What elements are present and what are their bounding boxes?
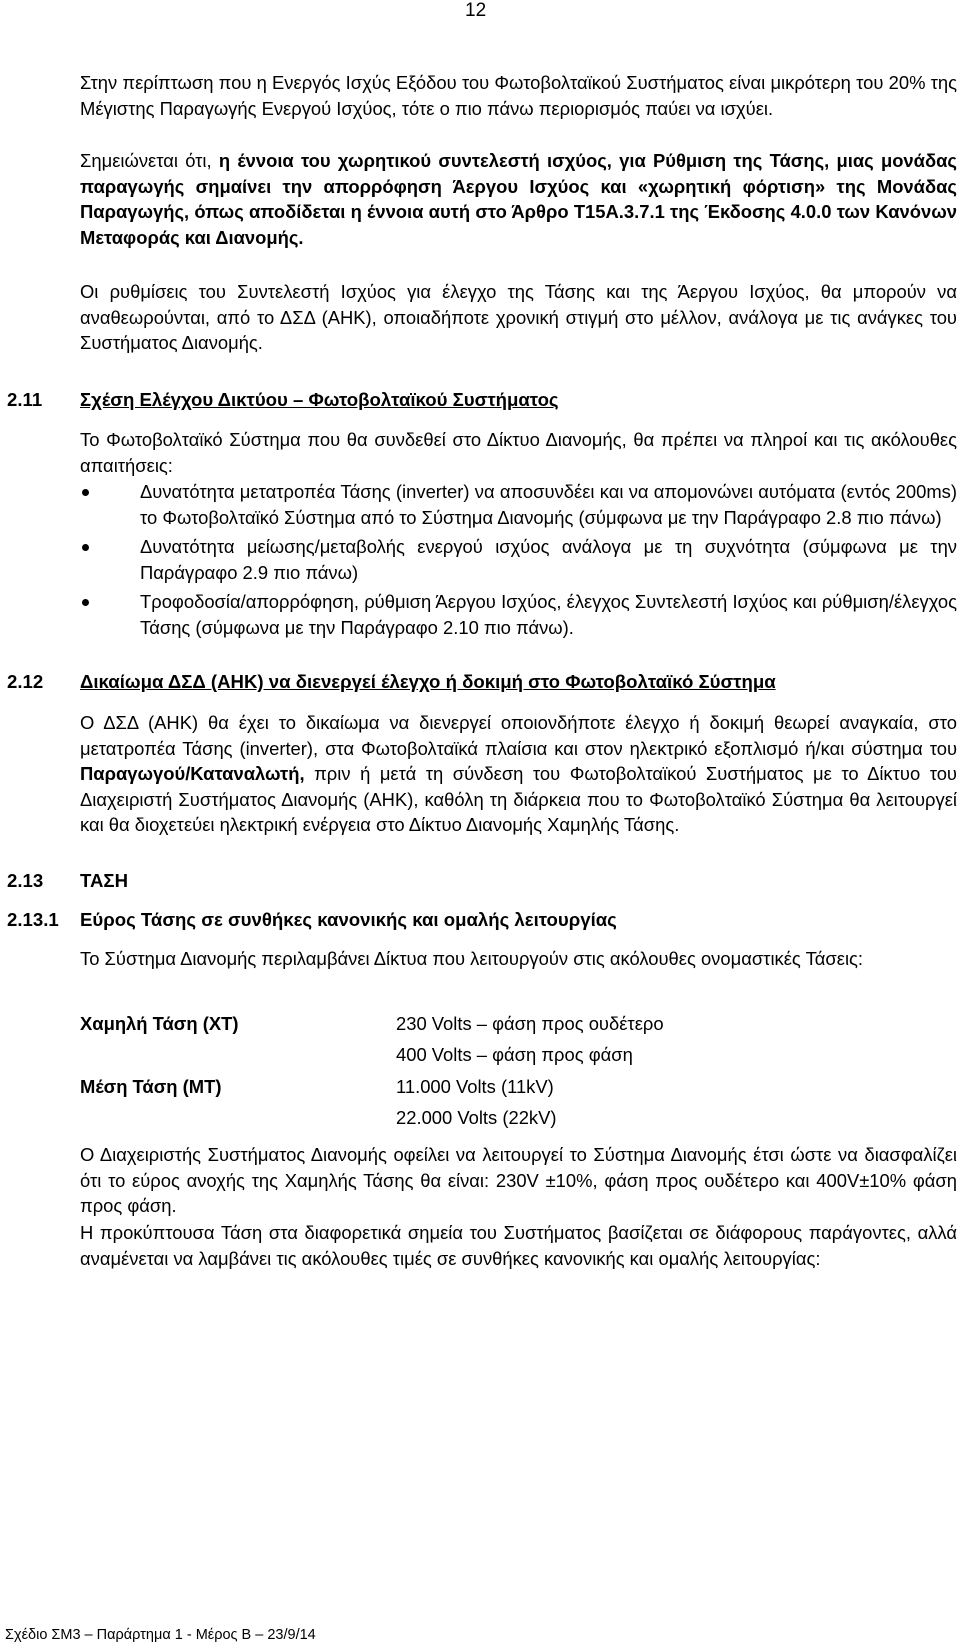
list-item: Δυνατότητα μετατροπέα Τάσης (inverter) να αποσυνδέει και να απομονώνει αυτόματα (εντός 200ms) το Φωτοβολταϊκό Σύστημα από το Σύστημα Διανομής (σύμφωνα με την Παράγραφο 2.8 πιο πάνω) (80, 479, 957, 530)
producer-consumer-bold: Παραγωγού/Καταναλωτή, (80, 763, 305, 784)
voltage-row (80, 1011, 664, 1036)
paragraph-voltage-tolerance: Ο Διαχειριστής Συστήματος Διανομής οφείλει να λειτουργεί το Σύστημα Διανομής έτσι ώστε να διασφαλίζει ότι το εύρος ανοχής της Χαμηλής Τάσης θα είναι: 230V ±10%, φάση προς ουδέτερο και 400V±10% φάση προς φάση. (80, 1144, 957, 1216)
section-number: 2.12 (7, 671, 44, 692)
voltage-value: 230 Volts – φάση προς ουδέτερο (396, 1013, 664, 1034)
paragraph-resulting-voltage: Η προκύπτουσα Τάση στα διαφορετικά σημεία του Συστήματος βασίζεται σε διάφορους παράγοντες, αλλά αναμένεται να λαμβάνει τις ακόλουθες τιμές σε συνθήκες κανονικής και ομαλής λειτουργίας: (80, 1222, 957, 1269)
voltage-value: 400 Volts – φάση προς φάση (396, 1044, 633, 1065)
section-heading-2-13 (7, 870, 128, 892)
section-title: Σχέση Ελέγχου Δικτύου – Φωτοβολταϊκού Συστήματος (80, 389, 559, 410)
section-number: 2.13.1 (7, 909, 59, 930)
section-title: Εύρος Τάσης σε συνθήκες κανονικής και ομαλής λειτουργίας (80, 909, 617, 930)
page-footer: Σχέδιο ΣΜ3 – Παράρτημα 1 - Μέρος Β – 23/9/14 (5, 1627, 316, 1643)
list-item: Τροφοδοσία/απορρόφηση, ρύθμιση Άεργου Ισχύος, έλεγχος Συντελεστή Ισχύος και ρύθμιση/έλεγχος Τάσης (σύμφωνα με την Παράγραφο 2.10 πιο πάνω). (80, 589, 957, 640)
bullet-icon (82, 544, 89, 551)
section-number: 2.11 (7, 389, 43, 410)
section-2-13-1-intro: Το Σύστημα Διανομής περιλαμβάνει Δίκτυα που λειτουργούν στις ακόλουθες ονομαστικές Τάσεις: (80, 948, 864, 969)
requirements-list (80, 479, 957, 644)
section-title: ΤΑΣΗ (80, 870, 128, 891)
voltage-value: 11.000 Volts (11kV) (396, 1076, 554, 1097)
bullet-icon (82, 489, 89, 496)
section-heading-2-13-1 (7, 909, 617, 931)
section-2-12-body: Ο ΔΣΔ (ΑΗΚ) θα έχει το δικαίωμα να διενεργεί οποιονδήποτε έλεγχο ή δοκιμή θεωρεί αναγκαία, στο μετατροπέα Τάσης (inverter), στα Φωτοβολταϊκά πλαίσια και στον ηλεκτρικό εξοπλισμό ή/και σύστημα του Παραγωγού/Καταναλωτή, πριν ή μετά τη σύνδεση του Φωτοβολταϊκού Συστήματος με το Δίκτυο του Διαχειριστή Συστήματος Διανομής (ΑΗΚ), καθόλη τη διάρκεια που το Φωτοβολταϊκό Σύστημα θα λειτουργεί και θα διοχετεύει ηλεκτρική ενέργεια στο Δίκτυο Διανομής Χαμηλής Τάσης. (80, 712, 957, 835)
paragraph-power-factor-settings: Οι ρυθμίσεις του Συντελεστή Ισχύος για έλεγχο της Τάσης και της Άεργου Ισχύος, θα μπορούν να αναθεωρούνται, από το ΔΣΔ (ΑΗΚ), οποιαδήποτε χρονική στιγμή στο μέλλον, ανάλογα με τις ανάγκες του Συστήματος Διανομής. (80, 281, 957, 353)
voltage-level-label: Μέση Τάση (ΜΤ) (80, 1076, 222, 1097)
paragraph-prefix: Σημειώνεται ότι, (80, 150, 219, 171)
section-title: Δικαίωμα ΔΣΔ (ΑΗΚ) να διενεργεί έλεγχο ή δοκιμή στο Φωτοβολταϊκό Σύστημα (80, 671, 776, 692)
paragraph-power-limit: Στην περίπτωση που η Ενεργός Ισχύς Εξόδου του Φωτοβολταϊκού Συστήματος είναι μικρότερη του 20% της Μέγιστης Παραγωγής Ενεργού Ισχύος, τότε ο πιο πάνω περιορισμός παύει να ισχύει. (80, 72, 957, 119)
voltage-level-label: Χαμηλή Τάση (ΧΤ) (80, 1013, 239, 1034)
voltage-value: 22.000 Volts (22kV) (396, 1107, 557, 1128)
page-number: 12 (465, 0, 487, 21)
section-heading-2-12 (7, 671, 776, 693)
paragraph-bold-definition: η έννοια του χωρητικού συντελεστή ισχύος, για Ρύθμιση της Τάσης, μιας μονάδας παραγωγής σημαίνει την απορρόφηση Άεργου Ισχύος και «χωρητική φόρτιση» της Μονάδας Παραγωγής, όπως αποδίδεται η έννοια αυτή στο Άρθρο Τ15Α.3.7.1 της Έκδοσης 4.0.0 των Κανόνων Μεταφοράς και Διανομής. (80, 150, 957, 248)
voltage-row (80, 1042, 633, 1067)
voltage-row (80, 1105, 557, 1130)
section-number: 2.13 (7, 870, 44, 891)
section-heading-2-11 (7, 389, 559, 411)
list-item: Δυνατότητα μείωσης/μεταβολής ενεργού ισχύος ανάλογα με τη συχνότητα (σύμφωνα με την Παράγραφο 2.9 πιο πάνω) (80, 534, 957, 585)
paragraph-capacitive-factor (80, 148, 957, 250)
bullet-icon (82, 599, 89, 606)
section-2-11-intro: Το Φωτοβολταϊκό Σύστημα που θα συνδεθεί στο Δίκτυο Διανομής, θα πρέπει να πληροί και τις ακόλουθες απαιτήσεις: (80, 429, 957, 476)
voltage-row (80, 1074, 554, 1099)
